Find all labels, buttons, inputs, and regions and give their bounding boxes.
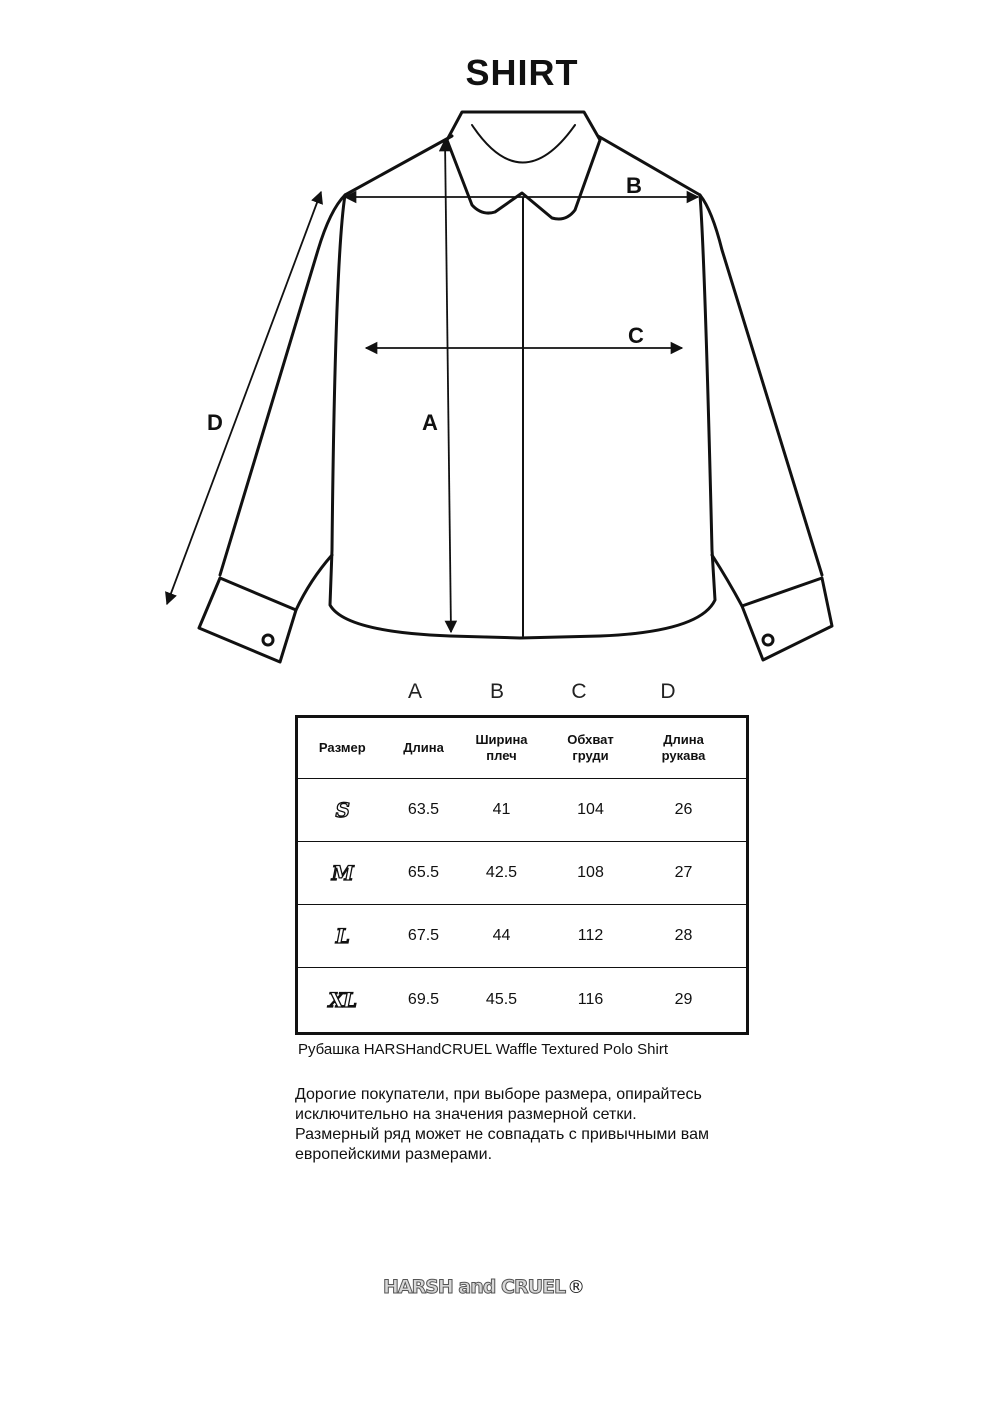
size-label: S — [335, 798, 349, 823]
product-caption: Рубашка HARSHandCRUEL Waffle Textured Polo Shirt — [298, 1041, 668, 1058]
header-chest: Обхват груди — [543, 717, 639, 779]
header-length: Длина — [387, 717, 461, 779]
cell-length: 63.5 — [387, 779, 461, 842]
cell-chest: 108 — [543, 842, 639, 905]
left-cuff — [199, 578, 296, 662]
cell-length: 65.5 — [387, 842, 461, 905]
cell-sleeve-length: 27 — [639, 842, 729, 905]
label-c: C — [628, 323, 644, 348]
right-cuff-button — [763, 635, 773, 645]
cell-chest: 104 — [543, 779, 639, 842]
cell-chest: 116 — [577, 991, 604, 1009]
table-row — [297, 968, 748, 1034]
left-cuff-button — [263, 635, 273, 645]
header-shoulder-width: Ширина плеч — [461, 717, 543, 779]
label-d: D — [207, 410, 223, 435]
page-title: SHIRT — [465, 52, 579, 93]
cell-sleeve-length: 26 — [639, 779, 729, 842]
cell-shoulder-width: 44 — [461, 905, 543, 968]
label-a: A — [422, 410, 438, 435]
size-label: L — [335, 924, 349, 949]
cell-chest: 112 — [543, 905, 639, 968]
table-header-row — [297, 717, 748, 779]
shirt-diagram — [0, 100, 1000, 670]
cell-length: 67.5 — [387, 905, 461, 968]
column-letter-a: A — [407, 680, 422, 703]
cell-length: 69.5 — [407, 991, 440, 1009]
cell-shoulder-width: 42.5 — [461, 842, 543, 905]
cell-sleeve-length: 28 — [639, 905, 729, 968]
measure-a-arrow — [445, 140, 451, 632]
header-size: Размер — [297, 717, 387, 779]
header-sleeve-length: Длина рукава — [639, 717, 729, 779]
right-cuff — [742, 578, 832, 660]
measure-d-arrow — [167, 192, 321, 604]
table-row — [297, 779, 748, 842]
table-row — [297, 842, 748, 905]
brand-logo: HARSH and CRUEL ® — [383, 1276, 585, 1298]
size-notice: Дорогие покупатели, при выборе размера, опирайтесь исключительно на значения размерной сетки. Размерный ряд может не совпадать с привычными вам европейскими размерами. — [295, 1086, 709, 1163]
column-letter-c: C — [571, 680, 587, 703]
size-label: XL — [328, 988, 357, 1013]
cell-shoulder-width: 45.5 — [485, 991, 518, 1009]
size-chart-table — [295, 715, 749, 1035]
size-label: M — [331, 861, 353, 886]
table-row — [297, 905, 748, 968]
label-b: B — [626, 173, 642, 198]
column-letter-d: D — [660, 680, 676, 703]
column-letter-b: B — [489, 680, 504, 703]
cell-shoulder-width: 41 — [461, 779, 543, 842]
right-sleeve — [700, 195, 822, 606]
left-sleeve — [220, 195, 345, 610]
cell-sleeve-length: 29 — [674, 991, 693, 1009]
